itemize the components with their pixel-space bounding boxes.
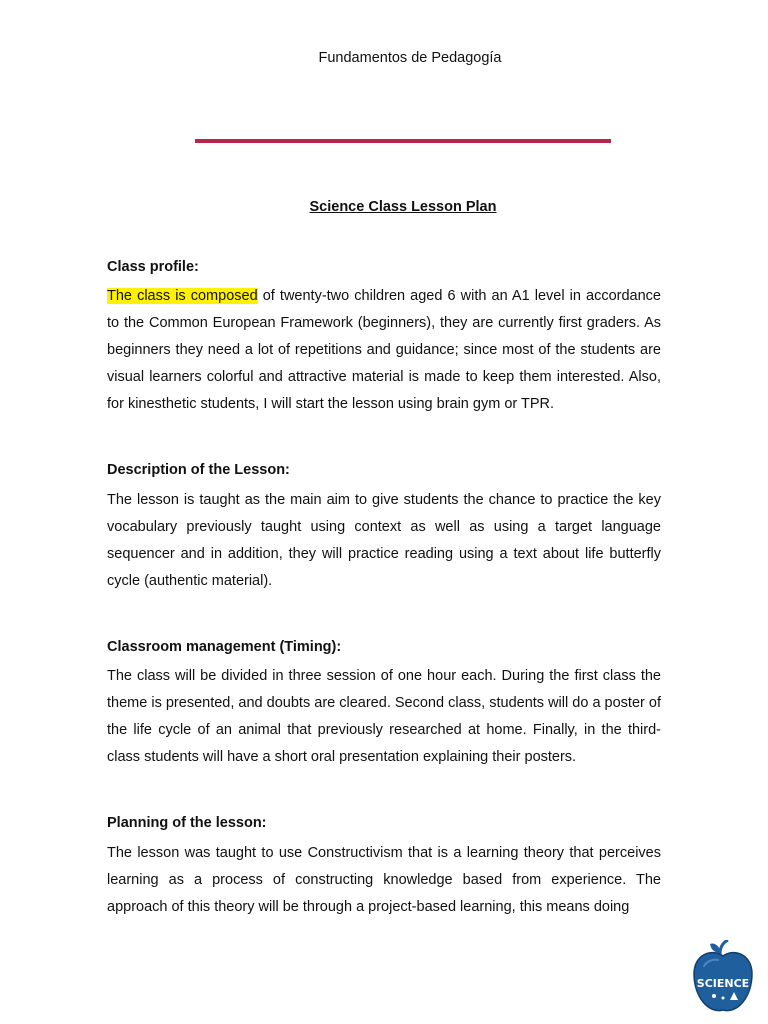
document-title: Science Class Lesson Plan [309, 199, 497, 215]
header-divider [195, 139, 611, 143]
planning-paragraph: The lesson was taught to use Constructivism that is a learning theory that perceives learning as a process of constructing knowledge based from experience. The approach of this theory will be through a project-based learning, this means doing [107, 845, 661, 915]
course-header-title: Fundamentos de Pedagogía [318, 50, 502, 66]
class-profile-paragraph [107, 283, 661, 418]
planning-heading: Planning of the lesson: [107, 815, 267, 831]
logo-text: SCIENCE [696, 977, 750, 990]
class-profile-heading: Class profile: [107, 259, 199, 275]
classroom-management-heading: Classroom management (Timing): [107, 639, 342, 655]
class-profile-body: of twenty-two children aged 6 with an A1 level in accordance to the Common European Framework (beginners), they are currently first graders. As beginners they need a lot of repetitions and guidance; since most of the students are visual learners colorful and attractive material is made to keep them interested. Also, for kinesthetic students, I will start the lesson using brain gym or TPR. [107, 288, 661, 412]
science-apple-logo-icon [690, 940, 756, 1016]
description-paragraph: The lesson is taught as the main aim to give students the chance to practice the key vocabulary previously taught using context as well as using a target language sequencer and in addition, they will practice reading using a text about life butterfly cycle (authentic material). [107, 492, 661, 589]
highlighted-text: The class is composed [107, 288, 258, 304]
classroom-management-paragraph: The class will be divided in three session of one hour each. During the first class the theme is presented, and doubts are cleared. Second class, students will do a poster of the life cycle of an animal that previously researched at home. Finally, in the third-class students will have a short oral presentation explaining their posters. [107, 668, 661, 765]
description-heading: Description of the Lesson: [107, 462, 290, 478]
